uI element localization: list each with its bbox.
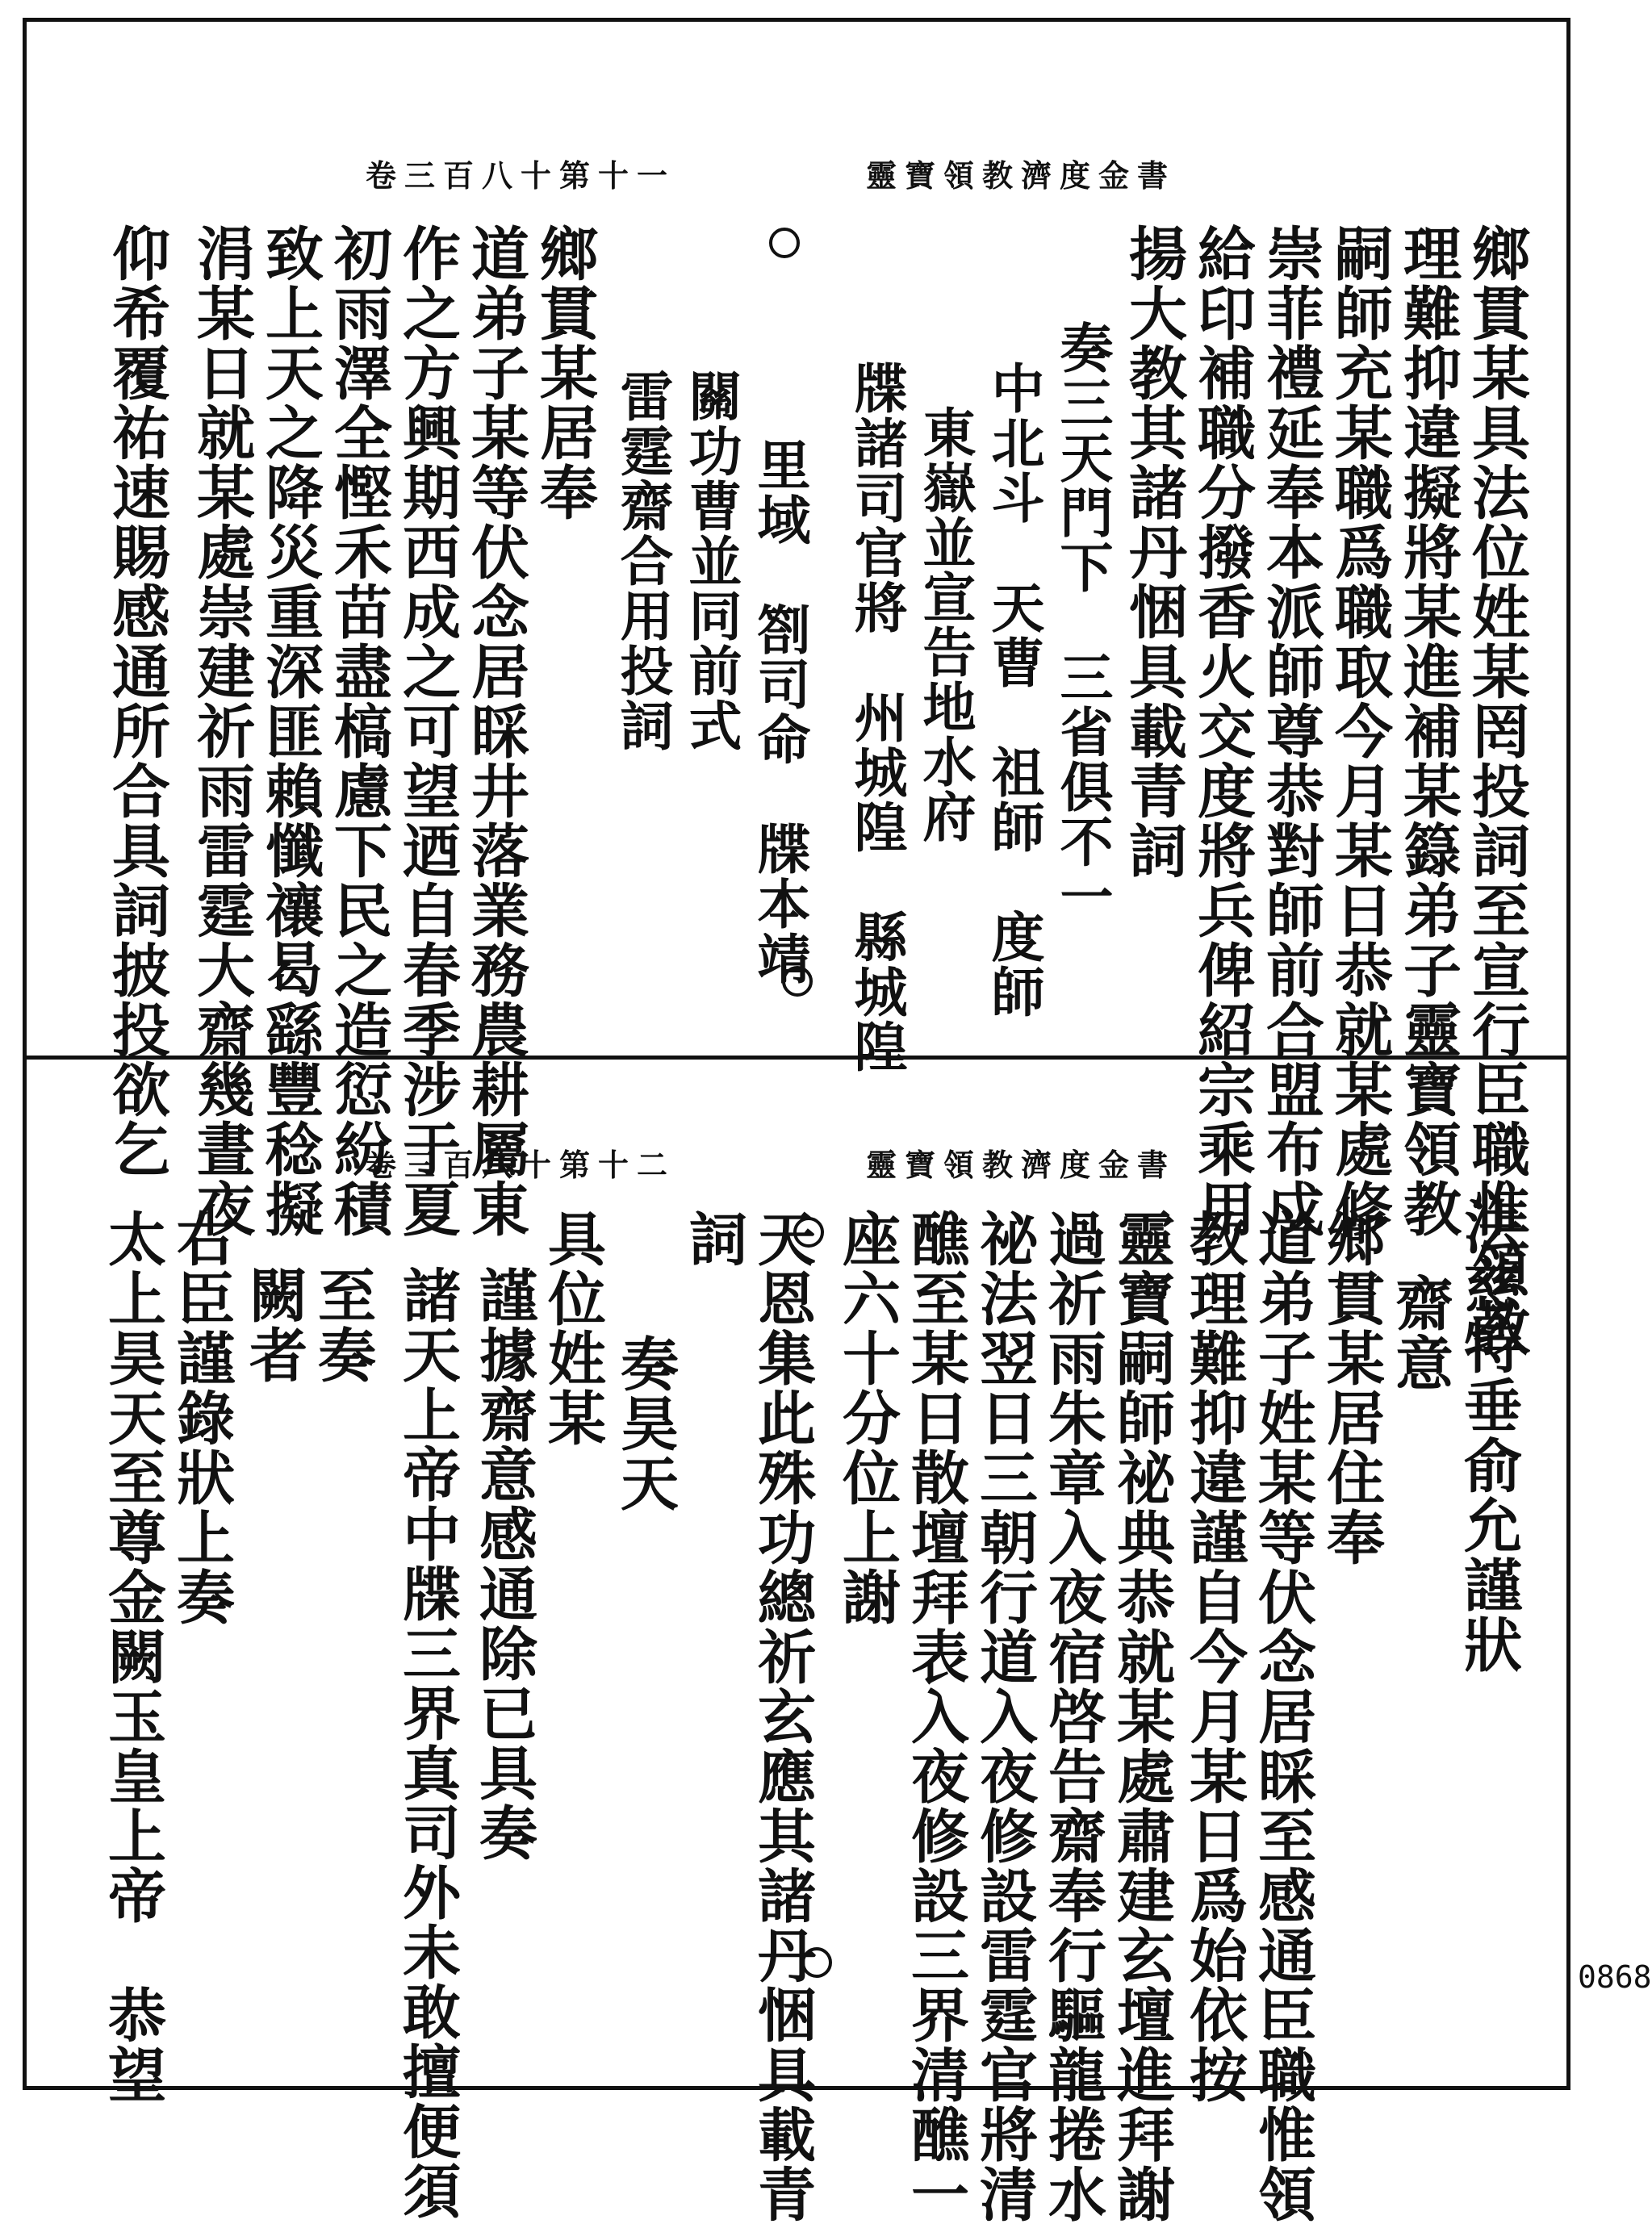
text-column: 東嶽並宣告地水府 xyxy=(914,405,977,844)
text-column: 座六十分位上謝 xyxy=(833,1209,901,1627)
text-column: 諸天上帝中牒三界真司外未敢擅便須 xyxy=(393,1265,462,2221)
text-column: 闕者 xyxy=(240,1265,308,1385)
text-column: 初雨澤全慳禾苗盡槁慮下民之造愆紛積 xyxy=(324,224,393,1239)
text-column: 具位姓某 xyxy=(538,1209,607,1448)
text-column: 天恩集此殊功總祈玄應其諸丹悃具載青 xyxy=(748,1209,817,2224)
text-column: 道弟子姓某等伏念居睬至感通臣職惟領 xyxy=(1248,1209,1317,2224)
bottom-page xyxy=(27,1060,1566,2224)
text-column: 揚大教其諸丹悃具載青詞 xyxy=(1119,224,1188,880)
text-column: 右臣謹錄狀上奏 xyxy=(167,1209,236,1627)
top-header-volume: 卷三百八十第十一 xyxy=(366,157,676,194)
text-column: 齋意 xyxy=(1386,1273,1454,1393)
text-column: 牒諸司官將 州城隍 縣城隍 xyxy=(845,361,908,1074)
text-column: 奏三天門下 三省俱不一 xyxy=(1051,320,1114,924)
text-column: 詞 xyxy=(680,1209,748,1269)
text-column: 祕法翌日三朝行道入夜修設雷霆官將清 xyxy=(970,1209,1039,2224)
text-column: 法慈特垂俞允謹狀 xyxy=(1454,1197,1523,1674)
page-number: 0868 xyxy=(1578,1959,1652,1995)
text-column: 鄉貫某居住奉 xyxy=(1317,1209,1386,1567)
top-header-title: 靈寶領教濟度金書 xyxy=(866,157,1177,194)
bottom-header-volume: 卷三百八十第十二 xyxy=(366,1147,676,1183)
punctuation-circle xyxy=(769,228,800,258)
text-column: 理難抑違擬將某進補某籙弟子靈寶領教 xyxy=(1394,224,1462,1239)
text-column: 關功曹並同前式 xyxy=(680,369,742,753)
text-column: 崇菲禮延奉本派師尊恭對師前合盟布戍 xyxy=(1257,224,1325,1239)
text-column: 太上昊天至尊金闕玉皇上帝 恭望 xyxy=(98,1209,167,2105)
text-column: 道弟子某等伏念居睬井落業務農耕屬東 xyxy=(462,224,530,1239)
text-column: 作之方興期西成之可望迺自春季涉于夏 xyxy=(393,224,462,1239)
text-column: 里域 劄司命 牒本靖 xyxy=(748,437,811,986)
text-column: 謹據齋意感通除已具奏 xyxy=(470,1265,538,1862)
text-column: 仰希覆祐速賜感通所合具詞披投欲乞 xyxy=(102,224,171,1179)
text-column: 中北斗 天曹 祖師 度師 xyxy=(982,361,1045,1019)
text-column: 過祈雨朱章入夜宿啓告齋奉行驅龍捲水 xyxy=(1039,1209,1107,2224)
text-column: 嗣師充某職爲職取今月某日恭就某處修 xyxy=(1325,224,1394,1239)
text-column: 鄉貫某居奉 xyxy=(530,224,599,522)
bottom-header-title: 靈寶領教濟度金書 xyxy=(866,1147,1177,1183)
text-column: 涓某日就某處崇建祈雨雷霆大齋幾晝夜 xyxy=(187,224,256,1239)
text-column: 鄉貫某具法位姓某罔投詞至宣行臣職惟領教 xyxy=(1462,224,1531,1358)
text-column: 給印補職分撥香火交度將兵俾紹宗乘用 xyxy=(1188,224,1257,1239)
text-column: 教理難抑違謹自今月某日爲始依按 xyxy=(1180,1209,1248,2105)
text-column: 靈寶嗣師祕典恭就某處肅建玄壇進拜謝 xyxy=(1107,1209,1176,2224)
text-column: 雷霆齋合用投詞 xyxy=(611,369,674,753)
text-column: 至奏 xyxy=(308,1265,377,1385)
text-column: 醮至某日散壇拜表入夜修設三界清醮一 xyxy=(901,1209,970,2224)
text-column: 奏昊天 xyxy=(611,1334,680,1513)
text-column: 致上天之降災重深匪賴懺禳曷繇豐稔擬 xyxy=(256,224,324,1239)
